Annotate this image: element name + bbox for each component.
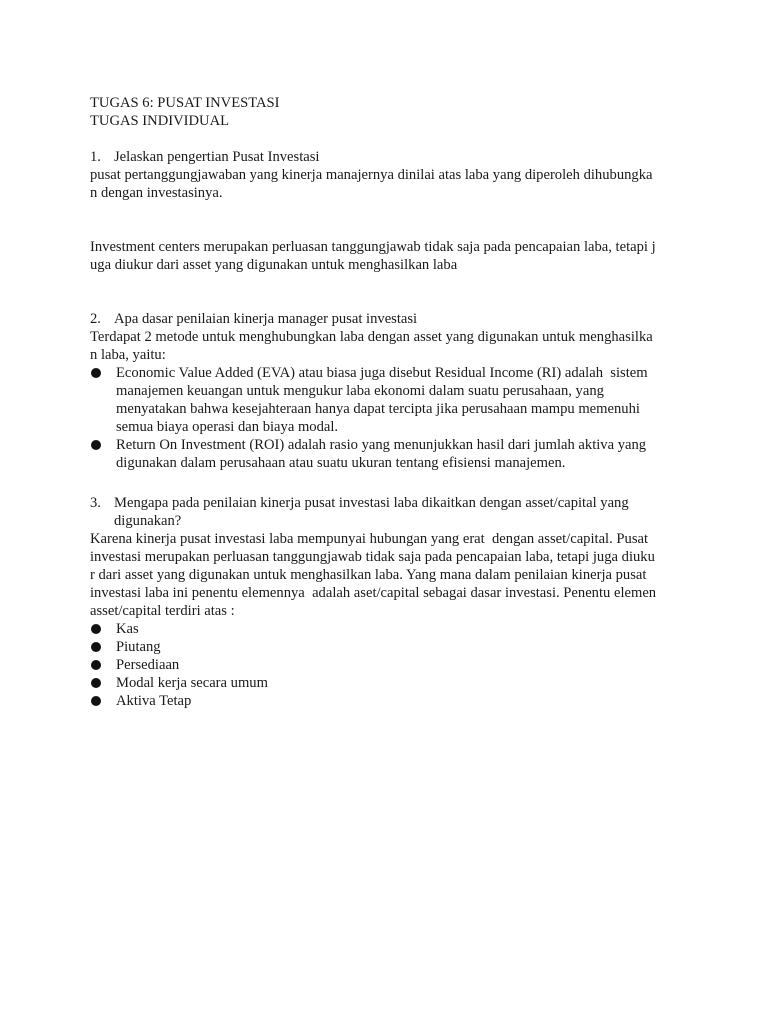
bullet-icon	[91, 696, 101, 706]
question-1-text: Jelaskan pengertian Pusat Investasi	[114, 149, 320, 165]
answer-1-line: pusat pertanggungjawaban yang kinerja manajernya dinilai atas laba yang diperoleh dihubungka	[90, 167, 653, 183]
list-item	[90, 656, 678, 674]
list-item	[90, 364, 678, 436]
bullet-icon	[91, 368, 101, 378]
bullet-icon	[91, 642, 101, 652]
answer-2-bullet-list	[90, 364, 678, 472]
bullet-icon	[91, 440, 101, 450]
bullet-icon	[91, 660, 101, 670]
answer-1-line: n dengan investasinya.	[90, 185, 223, 201]
answer-3-line: r dari asset yang digunakan untuk menghasilkan laba. Yang mana dalam penilaian kinerja pusat	[90, 567, 647, 583]
question-2-number: 2.	[90, 311, 101, 327]
list-item-text: Kas	[116, 621, 139, 637]
answer-3-bullet-list	[90, 620, 678, 710]
list-item-line: menyatakan bahwa kesejahteraan hanya dapat tercipta jika perusahaan mampu memenuhi	[116, 401, 640, 417]
question-3-number: 3.	[90, 495, 101, 511]
question-2	[90, 310, 678, 472]
answer-3-line: Karena kinerja pusat investasi laba mempunyai hubungan yang erat dengan asset/capital. Pusat	[90, 531, 649, 547]
list-item-line: manajemen keuangan untuk mengukur laba ekonomi dalam suatu perusahaan, yang	[116, 383, 604, 399]
answer-3-line: investasi laba ini penentu elemennya adalah aset/capital sebagai dasar investasi. Penentu elemen	[90, 585, 657, 601]
list-item	[90, 674, 678, 692]
question-1	[90, 148, 678, 274]
document-title: TUGAS 6: PUSAT INVESTASI	[90, 95, 280, 111]
answer-1-extra-line: uga diukur dari asset yang digunakan untuk menghasilkan laba	[90, 257, 458, 273]
list-item-text: Piutang	[116, 639, 161, 655]
question-3	[90, 494, 678, 710]
question-2-heading	[90, 310, 678, 328]
list-item	[90, 638, 678, 656]
list-item-text: Aktiva Tetap	[116, 693, 192, 709]
answer-2-intro-line: Terdapat 2 metode untuk menghubungkan laba dengan asset yang digunakan untuk menghasilka	[90, 329, 653, 345]
list-item-line: Economic Value Added (EVA) atau biasa juga disebut Residual Income (RI) adalah sistem	[116, 365, 648, 381]
question-3-text-continued: digunakan?	[114, 513, 182, 529]
list-item	[90, 620, 678, 638]
document-body	[90, 94, 678, 710]
bullet-icon	[91, 624, 101, 634]
question-3-heading	[90, 494, 678, 512]
list-item-line: digunakan dalam perusahaan atau suatu ukuran tentang efisiensi manajemen.	[116, 455, 566, 471]
question-2-text: Apa dasar penilaian kinerja manager pusat investasi	[114, 311, 418, 327]
answer-2-intro-line: n laba, yaitu:	[90, 347, 166, 363]
answer-3-line: asset/capital terdiri atas :	[90, 603, 235, 619]
question-1-number: 1.	[90, 149, 101, 165]
question-3-text: Mengapa pada penilaian kinerja pusat investasi laba dikaitkan dengan asset/capital yang	[114, 495, 629, 511]
list-item	[90, 436, 678, 472]
list-item-line: Return On Investment (ROI) adalah rasio yang menunjukkan hasil dari jumlah aktiva yang	[116, 437, 647, 453]
answer-1-extra-line: Investment centers merupakan perluasan tanggungjawab tidak saja pada pencapaian laba, tetapi j	[90, 239, 656, 255]
bullet-icon	[91, 678, 101, 688]
list-item-text: Modal kerja secara umum	[116, 675, 268, 691]
document-subtitle: TUGAS INDIVIDUAL	[90, 113, 230, 129]
question-1-heading	[90, 148, 678, 166]
list-item-line: semua biaya operasi dan biaya modal.	[116, 419, 339, 435]
list-item	[90, 692, 678, 710]
answer-3-line: investasi merupakan perluasan tanggungjawab tidak saja pada pencapaian laba, tetapi juga diuku	[90, 549, 655, 565]
list-item-text: Persediaan	[116, 657, 180, 673]
